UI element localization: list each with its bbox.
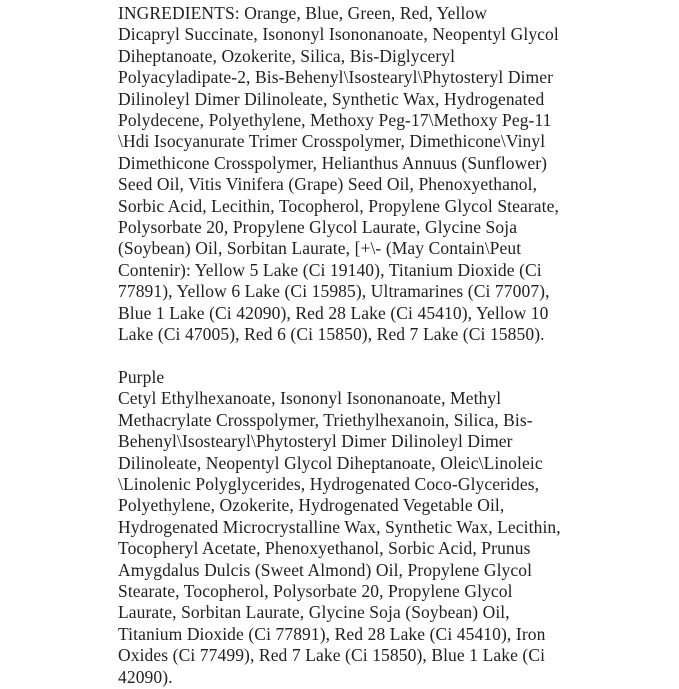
text-line: Methacrylate Crosspolymer, Triethylhexanoin, Silica, Bis- [118,409,533,430]
text-line: Dicapryl Succinate, Isononyl Isononanoate, Neopentyl Glycol [118,24,559,45]
text-line: Purple [118,366,165,387]
text-line: \Linolenic Polyglycerides, Hydrogenated Coco-Glycerides, [118,473,540,494]
text-line: 42090). [118,666,173,687]
ingredients-purple-paragraph [118,367,573,688]
text-line: Polyacyladipate-2, Bis-Behenyl\Isostearyl\Phytosteryl Dimer [118,67,554,88]
ingredients-text [118,3,573,688]
text-line: Laurate, Sorbitan Laurate, Glycine Soja (Soybean) Oil, [118,602,510,623]
text-line: Cetyl Ethylhexanoate, Isononyl Isononanoate, Methyl [118,388,502,409]
text-line: Titanium Dioxide (Ci 77891), Red 28 Lake (Ci 45410), Iron [118,623,546,644]
text-line: Amygdalus Dulcis (Sweet Almond) Oil, Propylene Glycol [118,559,533,580]
text-line: Contenir): Yellow 5 Lake (Ci 19140), Titanium Dioxide (Ci [118,259,542,280]
text-line: Lake (Ci 47005), Red 6 (Ci 15850), Red 7 Lake (Ci 15850). [118,324,545,345]
text-line: Stearate, Tocopherol, Polysorbate 20, Propylene Glycol [118,580,513,601]
text-line: Polyethylene, Ozokerite, Hydrogenated Vegetable Oil, [118,495,505,516]
text-line: Behenyl\Isostearyl\Phytosteryl Dimer Dilinoleyl Dimer [118,431,513,452]
text-line: Hydrogenated Microcrystalline Wax, Synthetic Wax, Lecithin, [118,516,561,537]
text-line: Sorbic Acid, Lecithin, Tocopherol, Propylene Glycol Stearate, [118,195,559,216]
text-line: Dimethicone Crosspolymer, Helianthus Annuus (Sunflower) [118,152,548,173]
text-line: \Hdi Isocyanurate Trimer Crosspolymer, Dimethicone\Vinyl [118,131,546,152]
ingredients-multicolor-paragraph [118,3,573,346]
text-line: Polysorbate 20, Propylene Glycol Laurate, Glycine Soja [118,217,518,238]
text-line: 77891), Yellow 6 Lake (Ci 15985), Ultramarines (Ci 77007), [118,281,550,302]
text-line: INGREDIENTS: Orange, Blue, Green, Red, Yellow [118,3,488,23]
text-line: Polydecene, Polyethylene, Methoxy Peg-17\Methoxy Peg-11 [118,110,552,131]
text-line: Tocopheryl Acetate, Phenoxyethanol, Sorbic Acid, Prunus [118,538,531,559]
text-line: Seed Oil, Vitis Vinifera (Grape) Seed Oil, Phenoxyethanol, [118,174,538,195]
text-line: (Soybean) Oil, Sorbitan Laurate, [+\- (May Contain\Peut [118,238,522,259]
text-line: Dilinoleate, Neopentyl Glycol Diheptanoate, Oleic\Linoleic [118,452,543,473]
text-line: Dilinoleyl Dimer Dilinoleate, Synthetic Wax, Hydrogenated [118,88,545,109]
text-line: Oxides (Ci 77499), Red 7 Lake (Ci 15850), Blue 1 Lake (Ci [118,645,546,666]
text-line: Diheptanoate, Ozokerite, Silica, Bis-Diglyceryl [118,45,456,66]
text-line: Blue 1 Lake (Ci 42090), Red 28 Lake (Ci 45410), Yellow 10 [118,302,549,323]
